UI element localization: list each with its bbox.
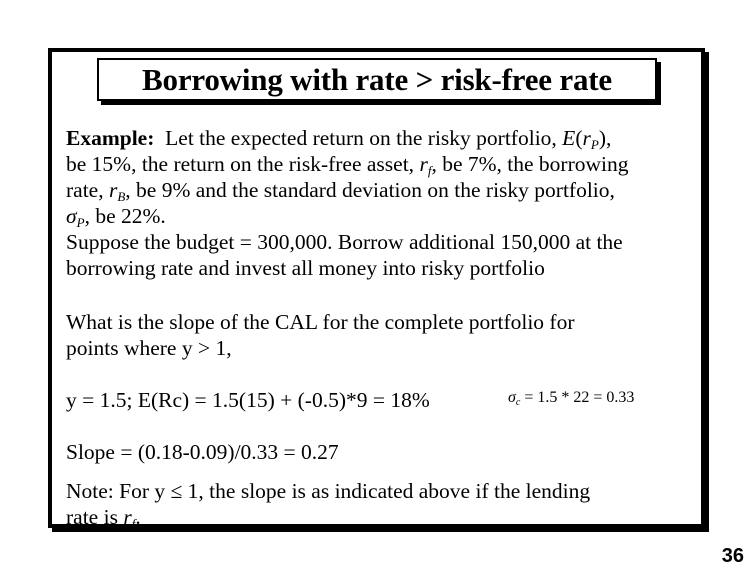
example-line-2: be 15%, the return on the risk-free asset, $r_f$, be 7%, the borrowing [66, 152, 629, 178]
note-line-2: rate is $r_f$. [66, 505, 141, 531]
example-label: Example: [66, 126, 155, 150]
title-box [97, 58, 657, 101]
example-line-3: rate, $r_B$, be 9% and the standard deviation on the risky portfolio, [66, 178, 615, 204]
note-paragraph [66, 478, 702, 530]
note-line-1: Note: For y ≤ 1, the slope is as indicated above if the lending [66, 479, 591, 503]
example-line-1: Example: Let the expected return on the risky portfolio, $E(r_P)$, [66, 126, 612, 152]
example-paragraph [66, 125, 702, 281]
question-paragraph [66, 309, 702, 361]
sigma-formula: $\sigma_c = 1.5 * 22 = 0.33$ [508, 389, 635, 408]
slope-line: Slope = (0.18-0.09)/0.33 = 0.27 [66, 440, 339, 464]
sigma-symbol: σ [66, 204, 77, 228]
budget-line-2: borrowing rate and invest all money into risky portfolio [66, 256, 545, 280]
budget-line-1: Suppose the budget = 300,000. Borrow additional 150,000 at the [66, 230, 623, 254]
example-line-4: $\sigma_P$, be 22%. [66, 204, 166, 230]
question-line-2: points where y > 1, [66, 336, 232, 360]
question-line-1: What is the slope of the CAL for the complete portfolio for [66, 310, 575, 334]
page-number: 36 [721, 545, 744, 567]
calc-line: y = 1.5; E(Rc) = 1.5(15) + (-0.5)*9 = 18% [66, 388, 430, 412]
slide-title: Borrowing with rate > risk-free rate [142, 61, 612, 97]
